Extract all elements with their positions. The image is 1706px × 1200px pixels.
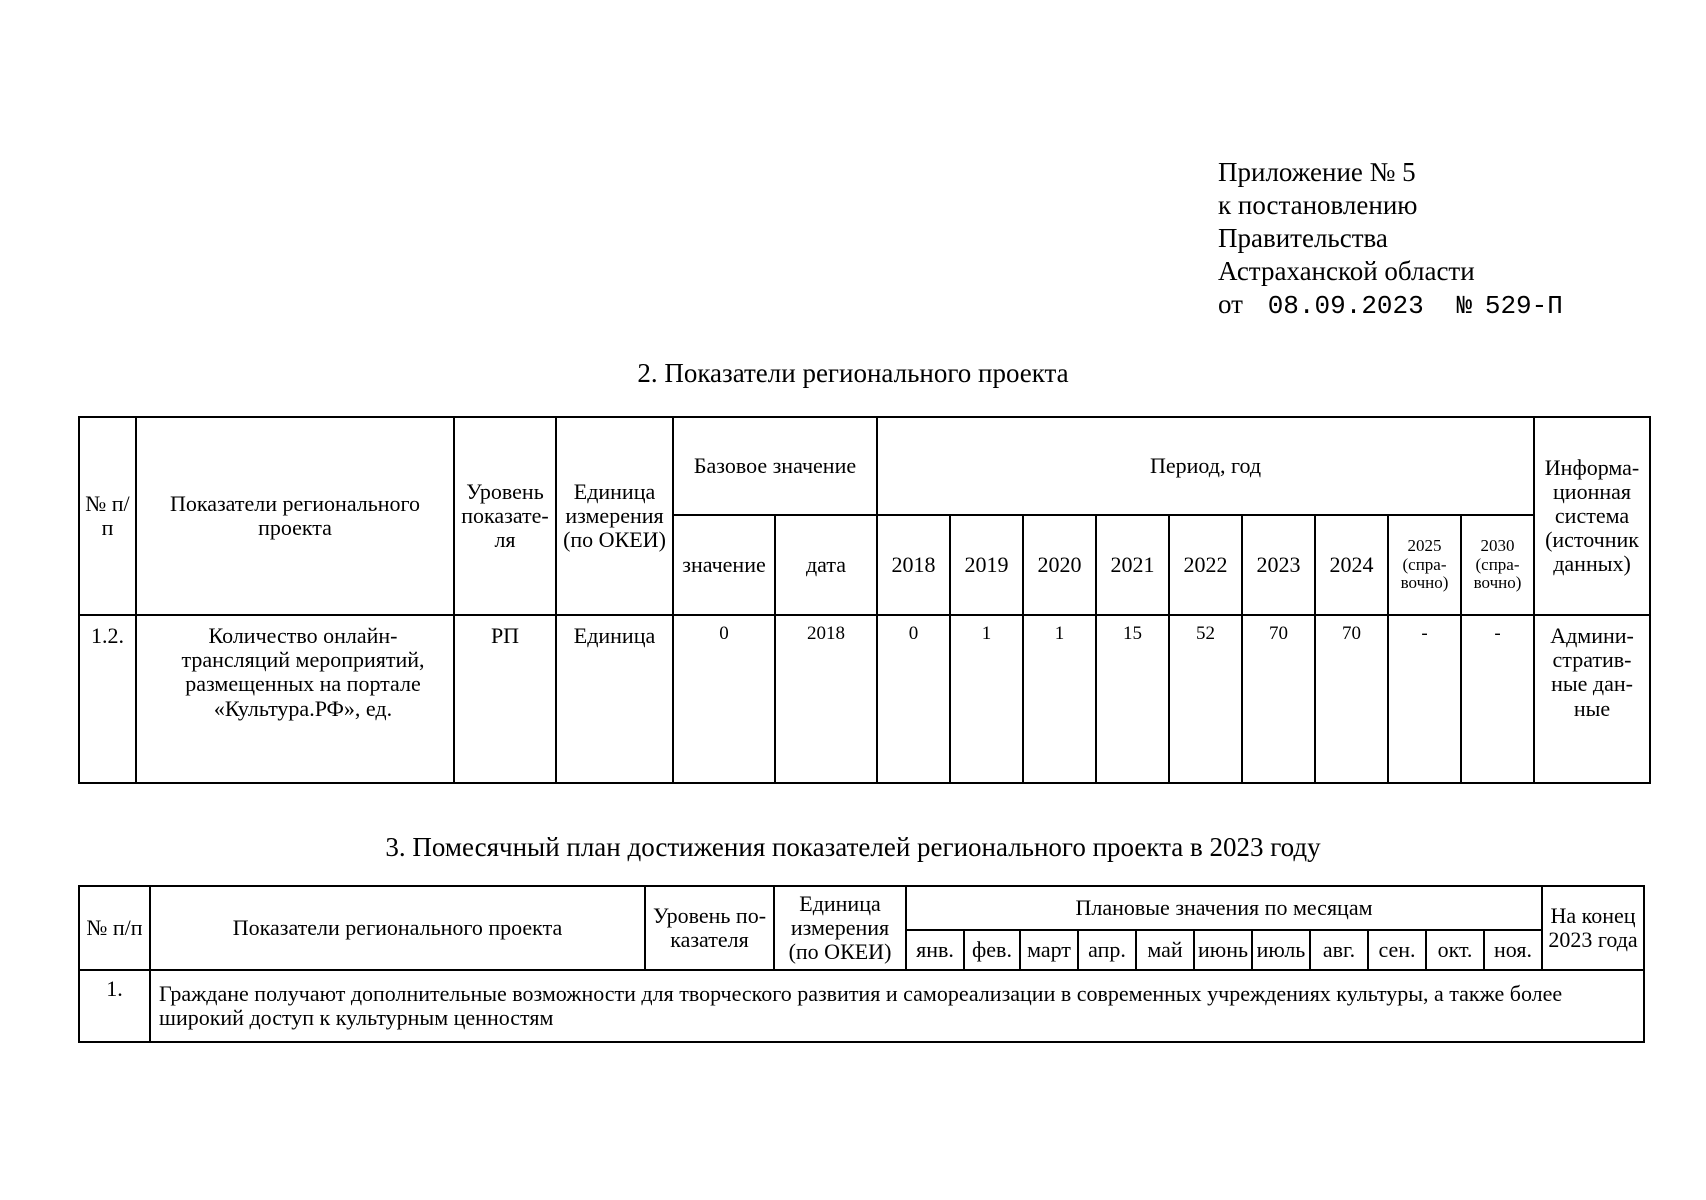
- row-indicator: Количество онлайн-трансляций мероприятий, размещенных на портале «Культура.РФ», ед.: [136, 615, 454, 783]
- monthly-plan-table: [78, 885, 1645, 1043]
- header-unit: Единица измерения (по ОКЕИ): [774, 886, 906, 970]
- row-value: 15: [1096, 615, 1169, 783]
- header-level: Уровень показате-ля: [454, 417, 556, 615]
- header-year-2025: 2025 (спра-вочно): [1388, 515, 1461, 615]
- header-year: 2021: [1096, 515, 1169, 615]
- header-num: № п/п: [79, 417, 136, 615]
- row-unit: Единица: [556, 615, 673, 783]
- header-month: сен.: [1368, 930, 1426, 970]
- header-indicator: Показатели регионального проекта: [136, 417, 454, 615]
- document-date: 08.09.2023: [1267, 291, 1424, 321]
- row-value: 52: [1169, 615, 1242, 783]
- header-month: май: [1136, 930, 1194, 970]
- header-month: окт.: [1426, 930, 1484, 970]
- header-month: янв.: [906, 930, 964, 970]
- appendix-line-4: Астраханской области: [1218, 256, 1475, 286]
- header-year: 2023: [1242, 515, 1315, 615]
- row-goal-text: Граждане получают дополнительные возможности для творческого развития и самореализации в современных учреждениях культуры, а также более широкий доступ к культурным ценностям: [150, 970, 1644, 1042]
- header-year: 2022: [1169, 515, 1242, 615]
- row-num: 1.2.: [79, 615, 136, 783]
- row-value-2030: -: [1461, 615, 1534, 783]
- header-year: 2018: [877, 515, 950, 615]
- row-base-value: 0: [673, 615, 775, 783]
- header-year: 2020: [1023, 515, 1096, 615]
- table-row: [79, 970, 1644, 1042]
- appendix-line-1: Приложение № 5: [1218, 157, 1416, 187]
- header-month: фев.: [964, 930, 1020, 970]
- header-planned-values: Плановые значения по месяцам: [906, 886, 1542, 930]
- header-month: авг.: [1310, 930, 1368, 970]
- header-base-value-value: значение: [673, 515, 775, 615]
- appendix-line-3: Правительства: [1218, 223, 1388, 253]
- header-unit: Единица измерения (по ОКЕИ): [556, 417, 673, 615]
- header-info-system: Информа-ционная система (источник данных): [1534, 417, 1650, 615]
- row-value: 0: [877, 615, 950, 783]
- section-2-title: 2. Показатели регионального проекта: [637, 358, 1069, 388]
- header-year: 2024: [1315, 515, 1388, 615]
- row-level: РП: [454, 615, 556, 783]
- header-end-of-year: На конец 2023 года: [1542, 886, 1644, 970]
- section-3-title: 3. Помесячный план достижения показателей регионального проекта в 2023 году: [385, 832, 1321, 862]
- header-month: июль: [1252, 930, 1310, 970]
- header-month: март: [1020, 930, 1078, 970]
- row-base-date: 2018: [775, 615, 877, 783]
- appendix-line-2: к постановлению: [1218, 190, 1418, 220]
- header-level: Уровень по-казателя: [645, 886, 774, 970]
- table-row: [79, 615, 1650, 783]
- row-value-2025: -: [1388, 615, 1461, 783]
- appendix-block: [1218, 156, 1563, 323]
- header-num: № п/п: [79, 886, 150, 970]
- row-value: 70: [1242, 615, 1315, 783]
- row-num: 1.: [79, 970, 150, 1042]
- regional-indicators-table: [78, 416, 1651, 784]
- row-value: 1: [1023, 615, 1096, 783]
- header-year-2030: 2030 (спра-вочно): [1461, 515, 1534, 615]
- header-base-value-date: дата: [775, 515, 877, 615]
- header-month: апр.: [1078, 930, 1136, 970]
- appendix-date-line: [1218, 288, 1563, 323]
- header-year: 2019: [950, 515, 1023, 615]
- header-indicator: Показатели регионального проекта: [150, 886, 645, 970]
- from-label: от: [1218, 289, 1243, 319]
- number-sign: №: [1456, 291, 1473, 321]
- header-base-value: Базовое значение: [673, 417, 877, 515]
- row-info-system: Админи-стратив-ные дан-ные: [1534, 615, 1650, 783]
- document-number: 529-П: [1484, 291, 1563, 321]
- header-month: июнь: [1194, 930, 1252, 970]
- row-value: 70: [1315, 615, 1388, 783]
- row-value: 1: [950, 615, 1023, 783]
- header-period: Период, год: [877, 417, 1534, 515]
- header-month: ноя.: [1484, 930, 1542, 970]
